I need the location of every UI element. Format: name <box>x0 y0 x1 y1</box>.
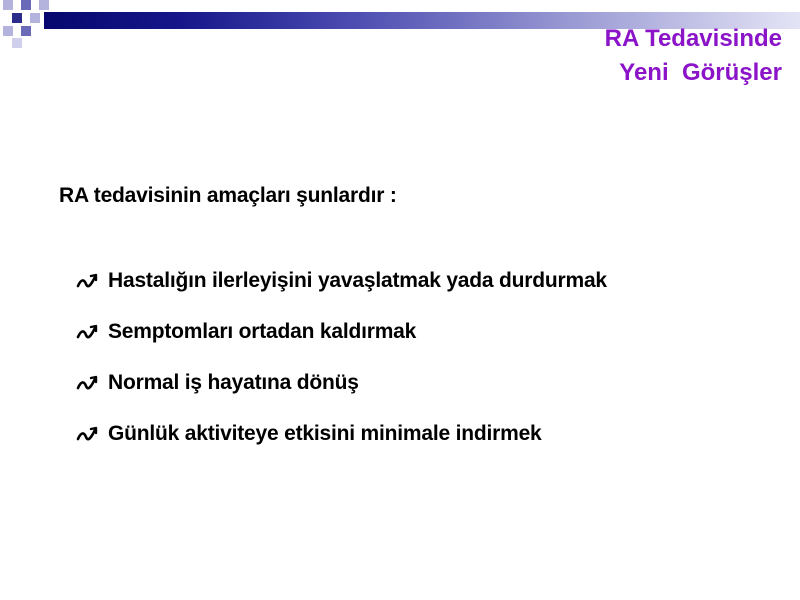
bullet-text: Günlük aktiviteye etkisini minimale indirmek <box>108 421 542 445</box>
bullet-list <box>76 248 607 466</box>
decor-square <box>12 38 22 48</box>
slide-title-line-1: RA Tedavisinde <box>604 25 782 52</box>
decor-square <box>39 0 49 10</box>
decor-square <box>21 26 31 36</box>
squiggle-arrow-icon <box>76 322 100 342</box>
slide-title-line-2: Yeni Görüşler <box>619 59 782 86</box>
decor-square <box>21 0 31 10</box>
squiggle-arrow-icon <box>76 373 100 393</box>
squiggle-arrow-icon <box>76 271 100 291</box>
decor-square <box>30 13 40 23</box>
decor-square <box>3 0 13 10</box>
slide-title <box>605 22 782 90</box>
bullet-text: Normal iş hayatına dönüş <box>108 370 359 394</box>
decor-square <box>3 26 13 36</box>
squiggle-arrow-icon <box>76 424 100 444</box>
bullet-text: Hastalığın ilerleyişini yavaşlatmak yada durdurmak <box>108 268 607 292</box>
decor-square <box>12 13 22 23</box>
bullet-text: Semptomları ortadan kaldırmak <box>108 319 417 343</box>
list-item <box>76 401 607 466</box>
intro-text: RA tedavisinin amaçları şunlardır : <box>59 184 397 207</box>
